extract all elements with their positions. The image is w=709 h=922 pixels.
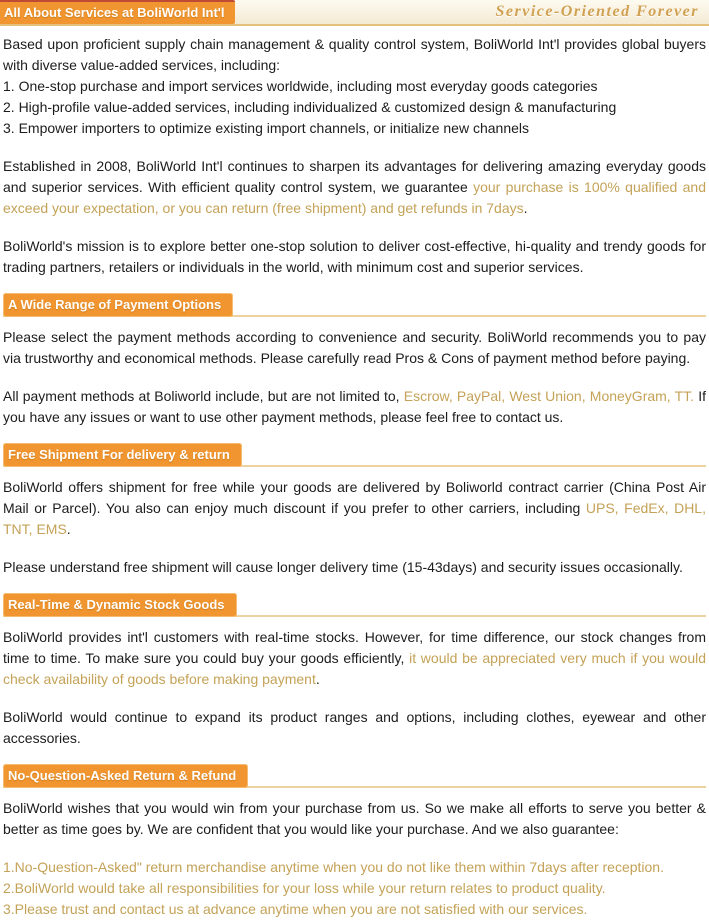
highlight-text: Escrow, PayPal, West Union, MoneyGram, TT. <box>403 388 695 404</box>
paragraph <box>3 156 706 219</box>
body-text: All payment methods at Boliworld include, but are not limited to, <box>3 388 404 404</box>
body-text: BoliWorld provides int'l customers with real-time stocks. However, for time difference, our stock changes from time to time. To make sure you could buy your goods efficiently, <box>3 629 706 666</box>
section-header-rule <box>3 764 706 788</box>
body-text: BoliWorld offers shipment for free while your goods are delivered by Boliworld contract carrier (China Post Air Mail or Parcel). You also can enjoy much discount if you prefer to other carriers, including <box>3 479 706 516</box>
paragraph <box>3 97 706 118</box>
body-text: . <box>523 200 528 216</box>
highlight-text: 3.Please trust and contact us at advance anytime when you are not satisfied with our services. <box>3 901 588 917</box>
paragraph <box>3 878 706 899</box>
paragraph <box>3 707 706 749</box>
section-header-rule <box>3 593 706 617</box>
highlight-text: 2.BoliWorld would take all responsibilities for your loss while your return relates to product quality. <box>3 880 606 896</box>
paragraph <box>3 386 706 428</box>
page-header <box>0 0 709 26</box>
highlight-text: UPS, FedEx, DHL, TNT, EMS <box>3 500 706 537</box>
highlight-text: it would be appreciated very much if you would check availability of goods before making payment <box>3 650 706 687</box>
content <box>0 34 709 920</box>
paragraph <box>3 477 706 540</box>
paragraph <box>3 327 706 369</box>
body-text: Established in 2008, BoliWorld Int'l continues to sharpen its advantages for delivering amazing everyday goods and superior services. With efficient quality control system, we guarantee <box>3 158 706 195</box>
slogan-text: Service-Oriented Forever <box>495 3 699 20</box>
section-header: Real-Time & Dynamic Stock Goods <box>3 593 237 617</box>
paragraph <box>3 118 706 139</box>
section-header: No-Question-Asked Return & Refund <box>3 764 248 788</box>
body-text: Please understand free shipment will cause longer delivery time (15-43days) and security issues occasionally. <box>3 559 683 575</box>
paragraph <box>3 34 706 76</box>
body-text: BoliWorld's mission is to explore better one-stop solution to deliver cost-effective, hi-quality and trendy goods for trading partners, retailers or individuals in the world, with minimum cost and superior services. <box>3 238 706 275</box>
body-text: 2. High-profile value-added services, including individualized & customized design & manufacturing <box>3 99 617 115</box>
body-text: 1. One-stop purchase and import services worldwide, including most everyday goods categories <box>3 78 598 94</box>
body-text: . <box>315 671 320 687</box>
section-header-rule <box>3 293 706 317</box>
paragraph <box>3 557 706 578</box>
highlight-text: your purchase is 100% qualified and exceed your expectation, or you can return (free shipment) and get refunds in 7days <box>3 179 706 216</box>
body-text: BoliWorld wishes that you would win from your purchase from us. So we make all efforts to serve you better & better as time goes by. We are confident that you would like your purchase. And we also guarantee: <box>3 800 706 837</box>
highlight-text: 1.No-Question-Asked" return merchandise anytime when you do not like them within 7days after reception. <box>3 859 664 875</box>
section-header: Free Shipment For delivery & return <box>3 443 242 467</box>
page-title: All About Services at BoliWorld Int'l <box>0 0 235 24</box>
body-text: BoliWorld would continue to expand its product ranges and options, including clothes, eyewear and other accessories. <box>3 709 706 746</box>
body-text: If you have any issues or want to use other payment methods, please feel free to contact us. <box>3 388 706 425</box>
paragraph <box>3 236 706 278</box>
body-text: 3. Empower importers to optimize existing import channels, or initialize new channels <box>3 120 530 136</box>
body-text: Please select the payment methods according to convenience and security. BoliWorld recommends you to pay via trustworthy and economical methods. Please carefully read Pros & Cons of payment method before paying. <box>3 329 706 366</box>
section-header: A Wide Range of Payment Options <box>3 293 233 317</box>
body-text: Based upon proficient supply chain management & quality control system, BoliWorld Int'l provides global buyers with diverse value-added services, including: <box>3 36 706 73</box>
paragraph <box>3 899 706 920</box>
paragraph <box>3 857 706 878</box>
body-text: . <box>66 521 71 537</box>
paragraph <box>3 627 706 690</box>
paragraph <box>3 76 706 97</box>
paragraph <box>3 798 706 840</box>
section-header-rule <box>3 443 706 467</box>
